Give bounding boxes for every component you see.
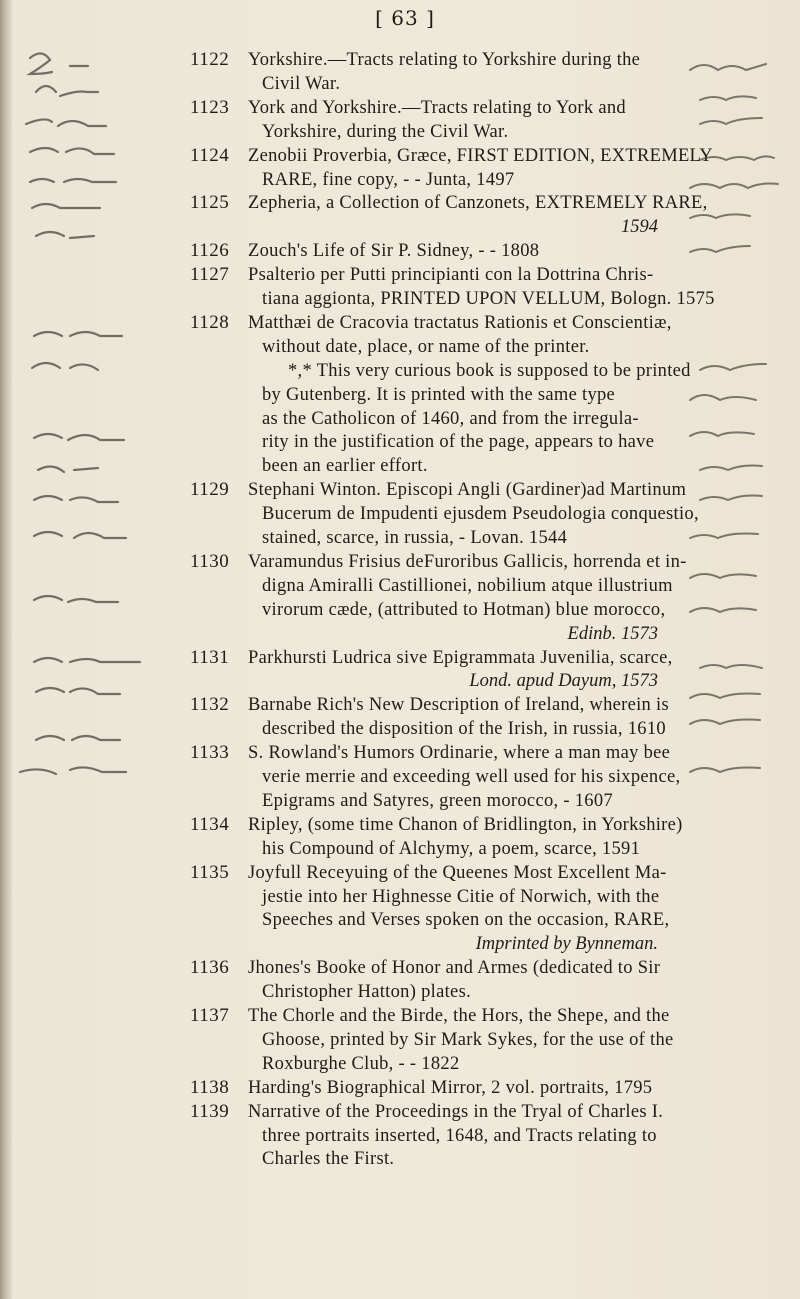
lot-number: 1122 xyxy=(190,49,230,70)
catalog-line xyxy=(0,598,800,622)
catalog-line xyxy=(0,239,800,263)
catalog-line xyxy=(0,932,800,956)
catalog-line xyxy=(0,669,800,693)
catalog-line xyxy=(0,502,800,526)
lot-number: 1124 xyxy=(190,144,230,166)
lot-description: Bucerum de Impudenti ejusdem Pseudologia conquestio, xyxy=(262,504,699,525)
lot-number: 1132 xyxy=(190,694,230,716)
lot-description: Psalterio per Putti principianti con la Dottrina Chris- xyxy=(248,265,654,286)
lot-description: Parkhursti Ludrica sive Epigrammata Juvenilia, scarce, xyxy=(248,647,673,668)
catalog-line xyxy=(0,693,800,717)
lot-description: S. Rowland's Humors Ordinarie, where a man may bee xyxy=(248,743,671,764)
catalog-line xyxy=(0,741,800,765)
catalog-line xyxy=(0,215,800,239)
catalog-line xyxy=(0,359,800,383)
catalog-line xyxy=(0,646,800,670)
catalog-line xyxy=(0,1052,800,1076)
catalog-line xyxy=(0,72,800,96)
catalog-line xyxy=(0,1028,800,1052)
lot-number: 1134 xyxy=(190,813,230,835)
catalog-line xyxy=(0,407,800,431)
imprint-right: Imprinted by Bynneman. xyxy=(475,934,658,955)
lot-description: jestie into her Highnesse Citie of Norwich, with the xyxy=(262,886,660,907)
catalog-line xyxy=(0,717,800,741)
lot-number: 1139 xyxy=(190,1100,230,1122)
imprint-right: Edinb. 1573 xyxy=(567,623,658,644)
catalog-line xyxy=(0,813,800,837)
lot-description: RARE, fine copy, - - Junta, 1497 xyxy=(262,169,515,190)
lot-number: 1123 xyxy=(190,96,230,118)
catalog-line xyxy=(0,48,800,72)
catalog-line xyxy=(0,861,800,885)
catalog-line xyxy=(0,287,800,311)
catalog-line xyxy=(0,120,800,144)
lot-description: Matthæi de Cracovia tractatus Rationis et Conscientiæ, xyxy=(248,312,672,333)
lot-description: Joyfull Receyuing of the Queenes Most Excellent Ma- xyxy=(248,862,667,883)
lot-description: Barnabe Rich's New Description of Ireland, wherein is xyxy=(248,695,669,716)
catalog-line xyxy=(0,1100,800,1124)
lot-description: Yorkshire.—Tracts relating to Yorkshire during the xyxy=(248,50,641,70)
lot-description: Christopher Hatton) plates. xyxy=(262,982,471,1003)
catalog-line xyxy=(0,980,800,1004)
lot-number: 1127 xyxy=(190,264,230,286)
catalog-line xyxy=(0,168,800,192)
lot-description: virorum cæde, (attributed to Hotman) blue morocco, xyxy=(262,599,666,620)
lot-description: Civil War. xyxy=(262,73,341,94)
lot-description: The Chorle and the Birde, the Hors, the Shepe, and the xyxy=(248,1006,670,1026)
lot-number: 1131 xyxy=(190,646,230,668)
catalog-line xyxy=(0,837,800,861)
lot-description: rity in the justification of the page, appears to have xyxy=(262,432,655,453)
page-number: [ 63 ] xyxy=(375,6,435,30)
lot-description: Harding's Biographical Mirror, 2 vol. portraits, 1795 xyxy=(248,1077,653,1098)
lot-number: 1133 xyxy=(190,742,230,764)
imprint-right: Lond. apud Dayum, 1573 xyxy=(469,671,658,692)
lot-description: Zouch's Life of Sir P. Sidney, - - 1808 xyxy=(248,241,540,262)
lot-number: 1125 xyxy=(190,192,230,214)
lot-description: tiana aggionta, PRINTED UPON VELLUM, Bologn. 1575 xyxy=(262,289,715,309)
catalog-line xyxy=(0,191,800,215)
lot-description: verie merrie and exceeding well used for his sixpence, xyxy=(262,767,681,787)
lot-description: Speeches and Verses spoken on the occasion, RARE, xyxy=(262,910,670,931)
lot-description: Roxburghe Club, - - 1822 xyxy=(262,1053,460,1074)
lot-description: Charles the First. xyxy=(262,1149,395,1170)
lot-description: Zepheria, a Collection of Canzonets, EXTREMELY RARE, xyxy=(248,193,708,214)
lot-description: Narrative of the Proceedings in the Tryal of Charles I. xyxy=(248,1101,664,1122)
lot-description: as the Catholicon of 1460, and from the irregula- xyxy=(262,408,639,429)
catalog-line xyxy=(0,430,800,454)
catalog-line xyxy=(0,1124,800,1148)
lot-description: Epigrams and Satyres, green morocco, - 1607 xyxy=(262,790,613,811)
catalog-line xyxy=(0,1147,800,1171)
lot-number: 1126 xyxy=(190,240,230,262)
catalog-line xyxy=(0,311,800,335)
lot-description: three portraits inserted, 1648, and Tracts relating to xyxy=(262,1125,657,1146)
catalog-line xyxy=(0,454,800,478)
lot-number: 1129 xyxy=(190,479,230,501)
lot-description: Stephani Winton. Episcopi Angli (Gardiner)ad Martinum xyxy=(248,480,687,501)
catalog-line xyxy=(0,550,800,574)
catalog-line xyxy=(0,908,800,932)
lot-description: digna Amiralli Castillionei, nobilium atque illustrium xyxy=(262,575,673,596)
imprint-right: 1594 xyxy=(621,217,658,238)
catalog-line xyxy=(0,622,800,646)
catalog-line xyxy=(0,383,800,407)
lot-number: 1136 xyxy=(190,957,230,979)
catalog-line xyxy=(0,1004,800,1028)
lot-description: Varamundus Frisius deFuroribus Gallicis, horrenda et in- xyxy=(248,551,687,572)
lot-number: 1135 xyxy=(190,861,230,883)
lot-number: 1128 xyxy=(190,311,230,333)
catalog-line xyxy=(0,789,800,813)
lot-description: Ripley, (some time Chanon of Bridlington, in Yorkshire) xyxy=(248,814,683,835)
lot-number: 1138 xyxy=(190,1076,230,1098)
lot-description: Zenobii Proverbia, Græce, FIRST EDITION, EXTREMELY xyxy=(248,145,713,166)
catalog-line xyxy=(0,478,800,502)
lot-number: 1130 xyxy=(190,550,230,572)
catalog-line xyxy=(0,96,800,120)
lot-description: *,* This very curious book is supposed to be printed xyxy=(288,360,691,381)
catalog-line xyxy=(0,144,800,168)
catalog-line xyxy=(0,526,800,550)
lot-description: stained, scarce, in russia, - Lovan. 1544 xyxy=(262,528,568,548)
lot-description: without date, place, or name of the printer. xyxy=(262,336,590,357)
lot-description: been an earlier effort. xyxy=(262,456,428,477)
lot-description: Yorkshire, during the Civil War. xyxy=(262,121,509,142)
catalog-line xyxy=(0,1076,800,1100)
catalog-line xyxy=(0,574,800,598)
lot-description: described the disposition of the Irish, in russia, 1610 xyxy=(262,719,666,740)
lot-description: his Compound of Alchymy, a poem, scarce, 1591 xyxy=(262,838,641,859)
catalog-line xyxy=(0,765,800,789)
lot-description: Jhones's Booke of Honor and Armes (dedicated to Sir xyxy=(248,958,661,979)
catalog-line xyxy=(0,263,800,287)
lot-description: York and Yorkshire.—Tracts relating to York and xyxy=(248,97,626,118)
lot-number: 1137 xyxy=(190,1005,230,1026)
catalog-line xyxy=(0,956,800,980)
catalog-line xyxy=(0,335,800,359)
lot-description: by Gutenberg. It is printed with the same type xyxy=(262,384,616,405)
lot-description: Ghoose, printed by Sir Mark Sykes, for the use of the xyxy=(262,1029,674,1050)
catalog-line xyxy=(0,885,800,909)
